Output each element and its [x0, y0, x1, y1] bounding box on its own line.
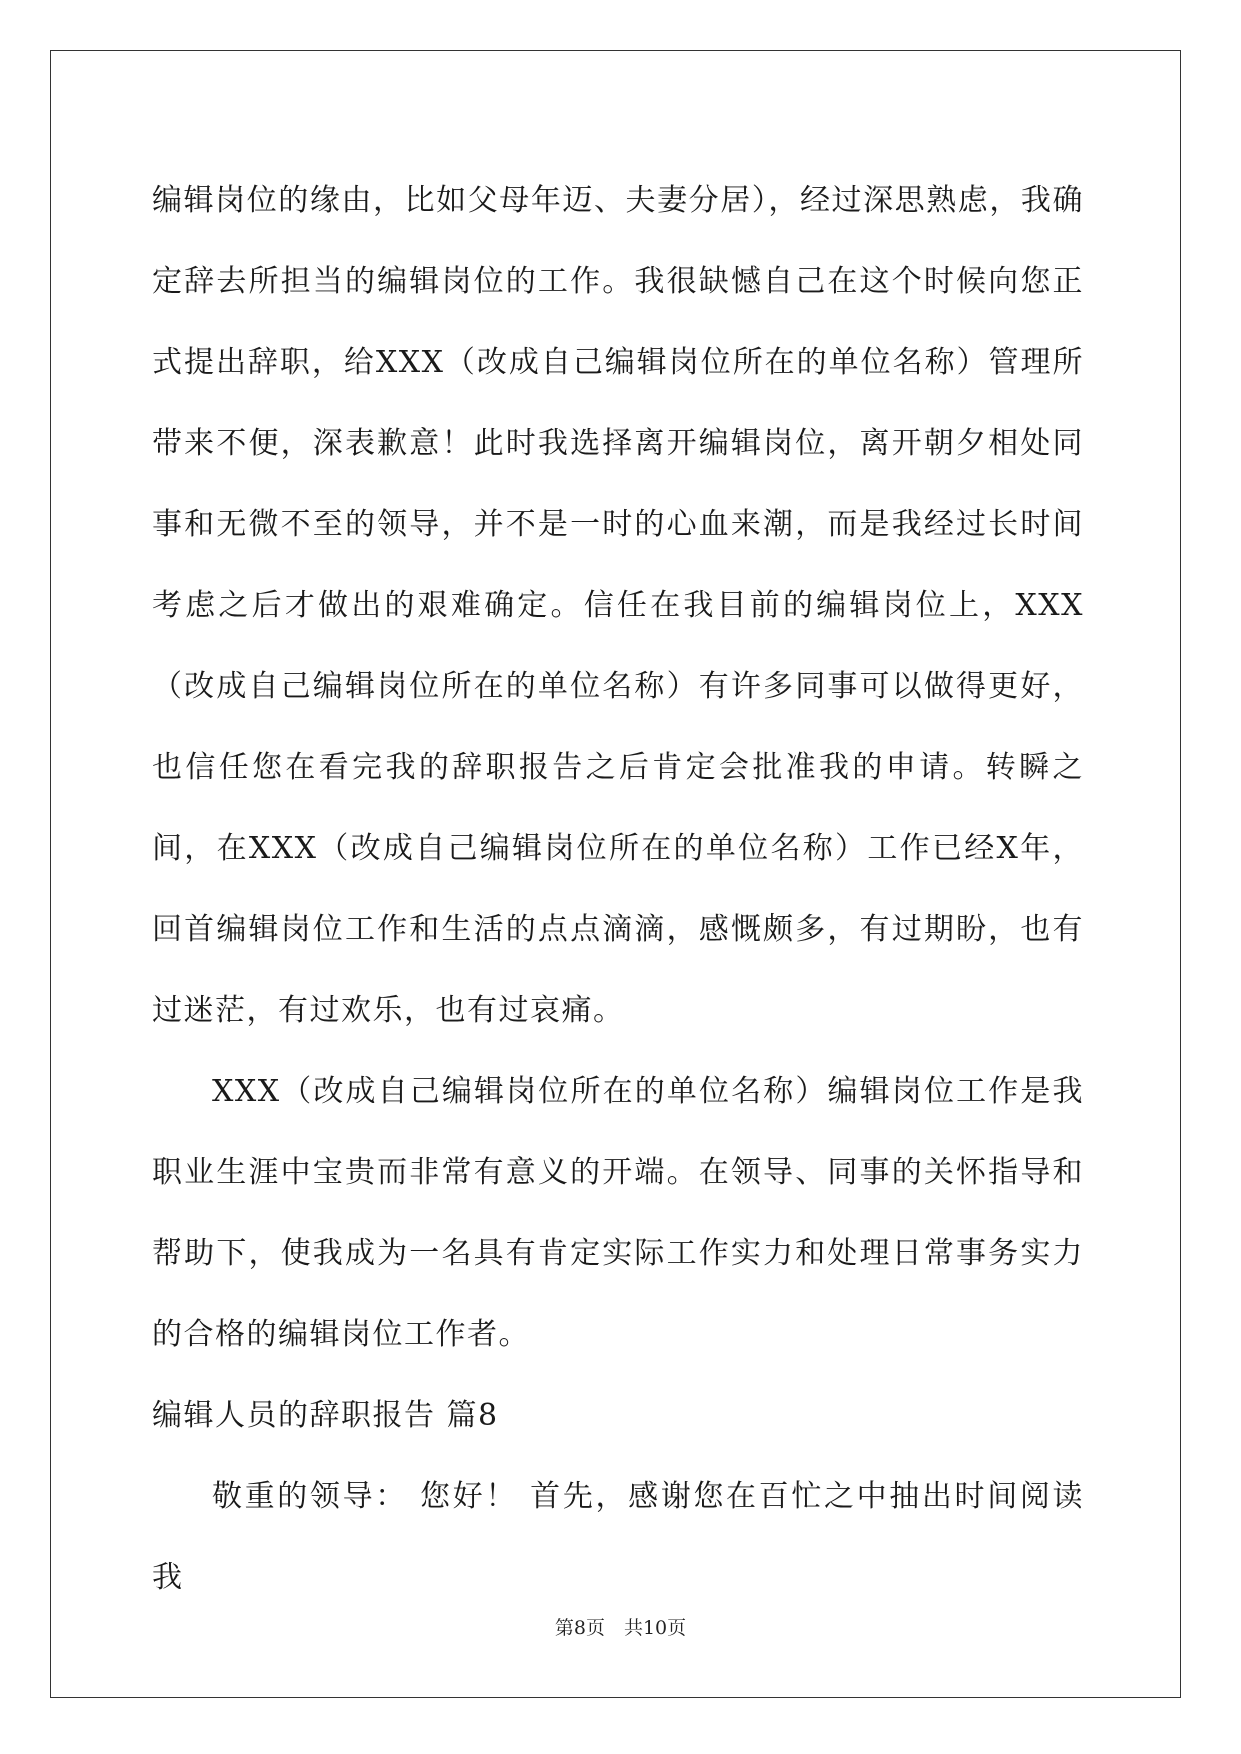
section-heading: 编辑人员的辞职报告 篇8 [152, 1398, 499, 1433]
document-body [152, 160, 1084, 1618]
body-paragraph-3: 敬重的领导： 您好！ 首先，感谢您在百忙之中抽出时间阅读我 [152, 1479, 1084, 1595]
page-number-footer: 第8页 共10页 [554, 1617, 687, 1639]
body-paragraph-2: XXX（改成自己编辑岗位所在的单位名称）编辑岗位工作是我职业生涯中宝贵而非常有意义的开端。在领导、同事的关怀指导和帮助下，使我成为一名具有肯定实际工作实力和处理日常事务实力的合格的编辑岗位工作者。 [152, 1074, 1084, 1352]
body-paragraph-1: 编辑岗位的缘由，比如父母年迈、夫妻分居），经过深思熟虑，我确定辞去所担当的编辑岗位的工作。我很缺憾自己在这个时候向您正式提出辞职，给XXX（改成自己编辑岗位所在的单位名称）管理所带来不便，深表歉意！此时我选择离开编辑岗位，离开朝夕相处同事和无微不至的领导，并不是一时的心血来潮，而是我经过长时间考虑之后才做出的艰难确定。信任在我目前的编辑岗位上，XXX（改成自己编辑岗位所在的单位名称）有许多同事可以做得更好，也信任您在看完我的辞职报告之后肯定会批准我的申请。转瞬之间，在XXX（改成自己编辑岗位所在的单位名称）工作已经X年，回首编辑岗位工作和生活的点点滴滴，感慨颇多，有过期盼，也有过迷茫，有过欢乐，也有过哀痛。 [152, 183, 1084, 1028]
